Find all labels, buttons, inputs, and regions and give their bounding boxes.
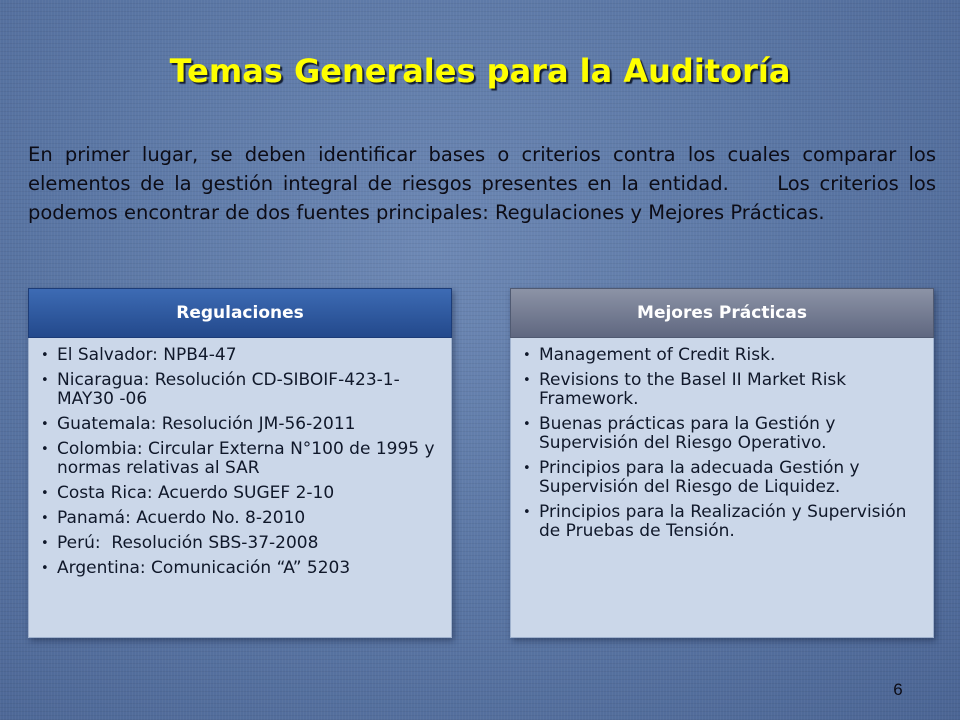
regulaciones-header: Regulaciones [28, 288, 452, 338]
page-number: 6 [893, 680, 903, 699]
mejores-practicas-body [510, 338, 934, 638]
mejores-practicas-item-text: Revisions to the Basel II Market Risk Framework. [539, 370, 847, 409]
mejores-practicas-item-text: Principios para la adecuada Gestión y Supervisión del Riesgo de Liquidez. [539, 458, 860, 497]
bullet-icon: • [523, 348, 531, 363]
mejores-practicas-panel [510, 288, 934, 638]
mejores-practicas-item [521, 503, 919, 541]
regulaciones-item-text: Nicaragua: Resolución CD-SIBOIF-423-1-MAY30 -06 [57, 370, 400, 409]
bullet-icon: • [41, 442, 49, 457]
mejores-practicas-item [521, 371, 919, 409]
regulaciones-body [28, 338, 452, 638]
bullet-icon: • [41, 417, 49, 432]
mejores-practicas-item-text: Management of Credit Risk. [539, 345, 776, 365]
regulaciones-item-text: Costa Rica: Acuerdo SUGEF 2-10 [57, 483, 335, 503]
regulaciones-item-text: Perú: Resolución SBS-37-2008 [57, 533, 319, 553]
bullet-icon: • [41, 486, 49, 501]
bullet-icon: • [523, 373, 531, 388]
mejores-practicas-header: Mejores Prácticas [510, 288, 934, 338]
bullet-icon: • [523, 417, 531, 432]
regulaciones-item-text: Colombia: Circular Externa N°100 de 1995 y normas relativas al SAR [57, 439, 435, 478]
regulaciones-item [39, 534, 437, 553]
regulaciones-item [39, 559, 437, 578]
bullet-icon: • [41, 561, 49, 576]
bullet-icon: • [523, 461, 531, 476]
regulaciones-item [39, 346, 437, 365]
bullet-icon: • [41, 536, 49, 551]
regulaciones-item [39, 371, 437, 409]
slide-title: Temas Generales para la Auditoría [169, 52, 791, 90]
mejores-practicas-item [521, 459, 919, 497]
regulaciones-panel [28, 288, 452, 638]
regulaciones-item-text: Argentina: Comunicación “A” 5203 [57, 558, 351, 578]
mejores-practicas-item-text: Principios para la Realización y Supervisión de Pruebas de Tensión. [539, 502, 907, 541]
regulaciones-item-text: El Salvador: NPB4-47 [57, 345, 237, 365]
mejores-practicas-list [521, 346, 919, 541]
mejores-practicas-item [521, 346, 919, 365]
regulaciones-item-text: Guatemala: Resolución JM-56-2011 [57, 414, 356, 434]
bullet-icon: • [523, 505, 531, 520]
regulaciones-item [39, 484, 437, 503]
regulaciones-item [39, 509, 437, 528]
regulaciones-item-text: Panamá: Acuerdo No. 8-2010 [57, 508, 306, 528]
regulaciones-item [39, 440, 437, 478]
bullet-icon: • [41, 348, 49, 363]
bullet-icon: • [41, 511, 49, 526]
regulaciones-item [39, 415, 437, 434]
mejores-practicas-item-text: Buenas prácticas para la Gestión y Supervisión del Riesgo Operativo. [539, 414, 836, 453]
intro-paragraph: En primer lugar, se deben identificar bases o criterios contra los cuales comparar los elementos de la gestión integral de riesgos presentes en la entidad. Los criterios los podemos encontrar de dos fuentes principales: Regulaciones y Mejores Prácticas. [28, 143, 936, 224]
bullet-icon: • [41, 373, 49, 388]
mejores-practicas-item [521, 415, 919, 453]
regulaciones-list [39, 346, 437, 578]
